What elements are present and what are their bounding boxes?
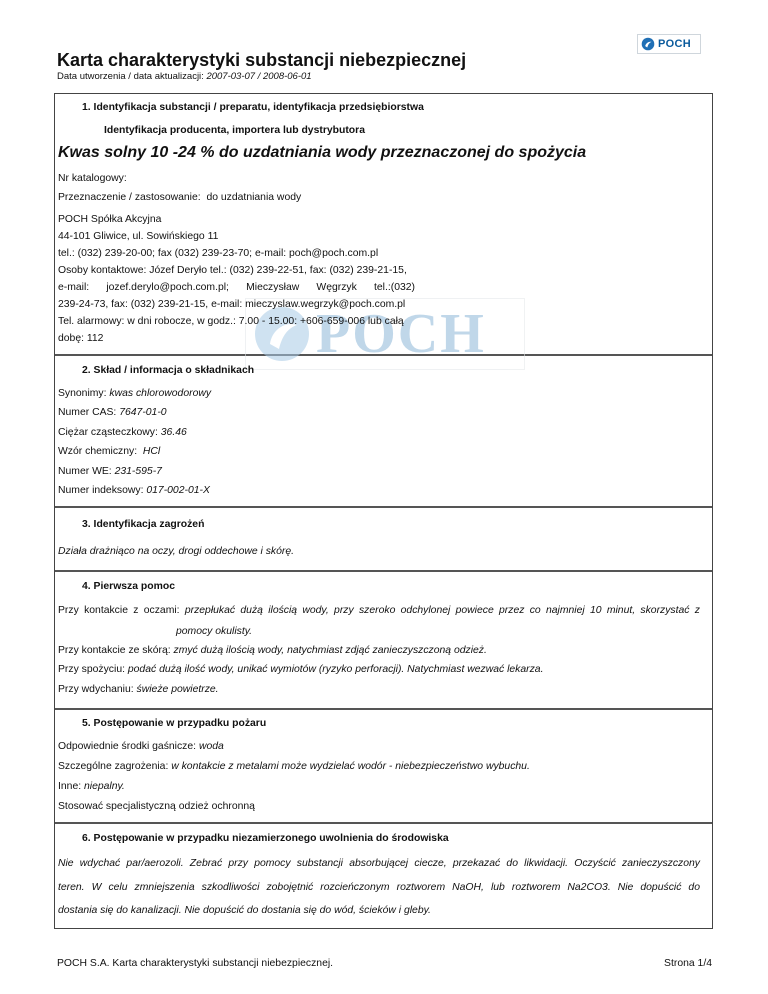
catalog-number: Nr katalogowy: bbox=[58, 173, 127, 184]
hazard-statement: Działa drażniąco na oczy, drogi oddechowe i skórę. bbox=[58, 546, 295, 557]
first-aid-ingestion: Przy spożyciu: podać dużą ilość wody, unikać wymiotów (ryzyko perforacji). Natychmiast wezwać lekarza. bbox=[58, 664, 544, 675]
section-divider bbox=[55, 506, 712, 508]
release-measures-line: Nie wdychać par/aerozoli. Zebrać przy pomocy substancji absorbującej ciecze, przekazać do likwidacji. Oczyścić zanieczyszczony bbox=[58, 858, 700, 869]
section-2-heading: 2. Skład / informacja o składnikach bbox=[82, 365, 255, 376]
company-line: 44-101 Gliwice, ul. Sowińskiego 11 bbox=[58, 231, 219, 242]
company-line: Tel. alarmowy: w dni robocze, w godz.: 7.00 - 15.00: +606-659-006 lub całą bbox=[58, 316, 404, 327]
first-aid-eyes: Przy kontakcie z oczami: przepłukać dużą ilością wody, przy szeroko odchylonej powiece przez co najmniej 10 minut, skorzystać z bbox=[58, 605, 700, 616]
section-6-heading: 6. Postępowanie w przypadku niezamierzonego uwolnienia do środowiska bbox=[82, 833, 449, 844]
cas-number-row: Numer CAS: 7647-01-0 bbox=[58, 407, 167, 418]
poch-logo-text: POCH bbox=[658, 38, 691, 50]
synonym-row: Synonimy: kwas chlorowodorowy bbox=[58, 388, 212, 399]
product-name: Kwas solny 10 -24 % do uzdatniania wody przeznaczonej do spożycia bbox=[58, 144, 587, 161]
protective-clothing: Stosować specjalistyczną odzież ochronną bbox=[58, 801, 255, 812]
section-5-heading: 5. Postępowanie w przypadku pożaru bbox=[82, 718, 267, 729]
section-divider bbox=[55, 570, 712, 572]
release-measures-line: teren. W celu zmniejszenia szkodliwości zobojętnić rozcieńczonym roztworem NaOH, lub roztworem Na2CO3. Nie dopuścić do bbox=[58, 882, 700, 893]
extinguishing-media: Odpowiednie środki gaśnicze: woda bbox=[58, 741, 224, 752]
footer-text: POCH S.A. Karta charakterystyki substancji niebezpiecznej. bbox=[57, 958, 334, 969]
company-line: dobę: 112 bbox=[58, 333, 104, 344]
company-line: e-mail: jozef.derylo@poch.com.pl; Mieczysław Węgrzyk tel.:(032) bbox=[58, 282, 415, 293]
company-line: tel.: (032) 239-20-00; fax (032) 239-23-70; e-mail: poch@poch.com.pl bbox=[58, 248, 379, 259]
section-divider bbox=[55, 822, 712, 824]
release-measures-line: dostania się do kanalizacji. Nie dopuścić do dostania się do wód, ścieków i gleby. bbox=[58, 905, 431, 916]
company-line: POCH Spółka Akcyjna bbox=[58, 214, 162, 225]
poch-logo-icon bbox=[641, 37, 655, 51]
watermark-drop-icon bbox=[252, 304, 312, 364]
intended-use: Przeznaczenie / zastosowanie: do uzdatniania wody bbox=[58, 192, 302, 203]
first-aid-inhalation: Przy wdychaniu: świeże powietrze. bbox=[58, 684, 219, 695]
section-divider bbox=[55, 708, 712, 710]
company-line: 239-24-73, fax: (032) 239-21-15, e-mail: mieczyslaw.wegrzyk@poch.com.pl bbox=[58, 299, 406, 310]
section-1-heading: 1. Identyfikacja substancji / preparatu, identyfikacja przedsiębiorstwa bbox=[82, 102, 424, 113]
index-number-row: Numer indeksowy: 017-002-01-X bbox=[58, 485, 210, 496]
first-aid-eyes-continued: pomocy okulisty. bbox=[176, 626, 253, 637]
section-3-heading: 3. Identyfikacja zagrożeń bbox=[82, 519, 205, 530]
section-4-heading: 4. Pierwsza pomoc bbox=[82, 581, 175, 592]
document-dates: Data utworzenia / data aktualizacji: 2007-03-07 / 2008-06-01 bbox=[57, 71, 312, 82]
watermark-text: POCH bbox=[316, 303, 486, 365]
molecular-weight-row: Ciężar cząsteczkowy: 36.46 bbox=[58, 427, 187, 438]
poch-logo bbox=[637, 34, 701, 54]
special-hazards: Szczególne zagrożenia: w kontakcie z metalami może wydzielać wodór - niebezpieczeństwo wybuchu. bbox=[58, 761, 530, 772]
document-title: Karta charakterystyki substancji niebezpiecznej bbox=[57, 50, 467, 70]
other-fire-info: Inne: niepalny. bbox=[58, 781, 125, 792]
chemical-formula-row: Wzór chemiczny: HCl bbox=[58, 446, 161, 457]
ec-number-row: Numer WE: 231-595-7 bbox=[58, 466, 162, 477]
first-aid-skin: Przy kontakcie ze skórą: zmyć dużą ilością wody, natychmiast zdjąć zanieczyszczoną odzież. bbox=[58, 645, 487, 656]
page-number: Strona 1/4 bbox=[664, 958, 712, 969]
company-line: Osoby kontaktowe: Józef Deryło tel.: (032) 239-22-51, fax: (032) 239-21-15, bbox=[58, 265, 407, 276]
section-1-subheading: Identyfikacja producenta, importera lub dystrybutora bbox=[104, 125, 365, 136]
